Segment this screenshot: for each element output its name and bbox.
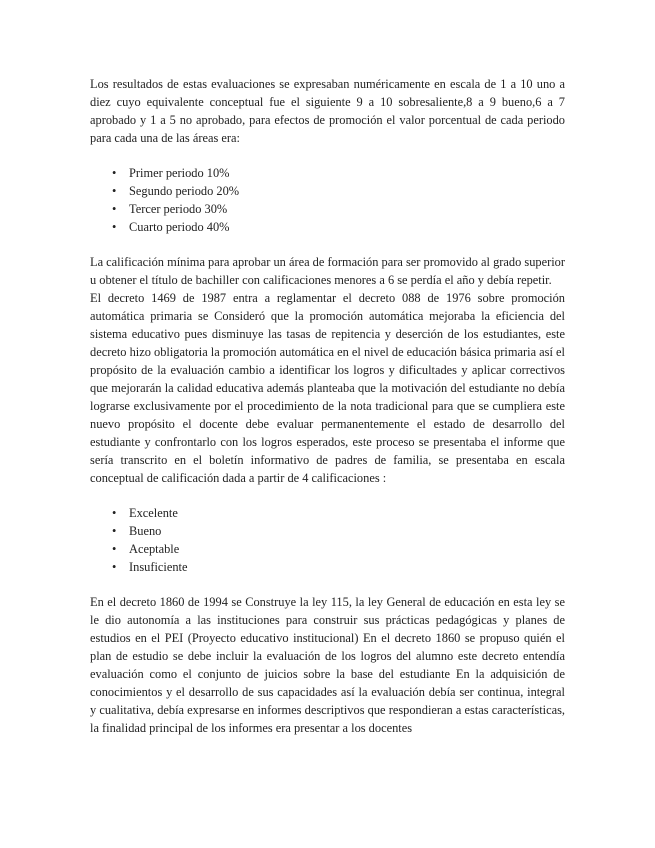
paragraph-decree-1469: El decreto 1469 de 1987 entra a reglamentar el decreto 088 de 1976 sobre promoción automática primaria se Consideró que la promoción automática mejoraba la eficiencia del sistema educativo pues disminuye las tasas de repitencia y deserción de los estudiantes, este decreto hizo obligatoria la promoción automática en el nivel de educación básica primaria así el propósito de la evaluación cambio a identificar los logros y dificultades y aplicar correctivos que mejorarán la calidad educativa además planteaba que la motivación del estudiante no debía lograrse exclusivamente por el procedimiento de la nota tradicional para que se cumpliera este nuevo propósito el docente debe evaluar permanentemente el estado de desarrollo del estudiante y confrontarlo con los logros esperados, este proceso se presentaba el informe que sería transcrito en el boletín informativo de padres de familia, se presentaba en escala conceptual de calificación dada a partir de 4 calificaciones :: [90, 291, 565, 485]
list-item-label: Primer periodo 10%: [129, 166, 230, 180]
list-item: [90, 522, 565, 540]
list-item: [90, 540, 565, 558]
list-item: [90, 558, 565, 576]
bullet-icon: •: [112, 202, 117, 216]
list-item-label: Cuarto periodo 40%: [129, 220, 230, 234]
list-item-label: Bueno: [129, 524, 162, 538]
list-item: [90, 504, 565, 522]
bullet-icon: •: [112, 524, 117, 538]
spacer: [90, 487, 565, 504]
document-page: [90, 75, 565, 737]
spacer: [90, 236, 565, 253]
paragraph-evaluation-scale: Los resultados de estas evaluaciones se expresaban numéricamente en escala de 1 a 10 uno a diez cuyo equivalente conceptual fue el siguiente 9 a 10 sobresaliente,8 a 9 bueno,6 a 7 aprobado y 1 a 5 no aprobado, para efectos de promoción el valor porcentual de cada periodo para cada una de las áreas era:: [90, 77, 565, 145]
period-percentages-list: [90, 164, 565, 236]
list-item-label: Excelente: [129, 506, 178, 520]
bullet-icon: •: [112, 506, 117, 520]
bullet-icon: •: [112, 542, 117, 556]
paragraph-minimum-grade: La calificación mínima para aprobar un área de formación para ser promovido al grado superior u obtener el título de bachiller con calificaciones menores a 6 se perdía el año y debía repetir.: [90, 255, 565, 287]
spacer: [90, 576, 565, 593]
list-item-label: Segundo periodo 20%: [129, 184, 240, 198]
paragraph-decree-1860: En el decreto 1860 de 1994 se Construye la ley 115, la ley General de educación en esta ley se le dio autonomía a las instituciones para construir sus prácticas pedagógicas y planes de estudios en el PEI (Proyecto educativo institucional) En el decreto 1860 se propuso quién el plan de estudio se debe incluir la evaluación de los logros del alumno este decreto entendía evaluación como el conjunto de juicios sobre la base del estudiante En la adquisición de conocimientos y el desarrollo de sus capacidades así la evaluación debía ser continua, integral y cualitativa, debía expresarse en informes descriptivos que respondieran a estas características, la finalidad principal de los informes era presentar a los docentes: [90, 595, 565, 735]
list-item-label: Aceptable: [129, 542, 180, 556]
grade-scale-list: [90, 504, 565, 576]
bullet-icon: •: [112, 220, 117, 234]
spacer: [90, 147, 565, 164]
bullet-icon: •: [112, 166, 117, 180]
list-item: [90, 218, 565, 236]
list-item-label: Insuficiente: [129, 560, 188, 574]
bullet-icon: •: [112, 184, 117, 198]
bullet-icon: •: [112, 560, 117, 574]
list-item: [90, 182, 565, 200]
list-item: [90, 164, 565, 182]
list-item-label: Tercer periodo 30%: [129, 202, 228, 216]
list-item: [90, 200, 565, 218]
